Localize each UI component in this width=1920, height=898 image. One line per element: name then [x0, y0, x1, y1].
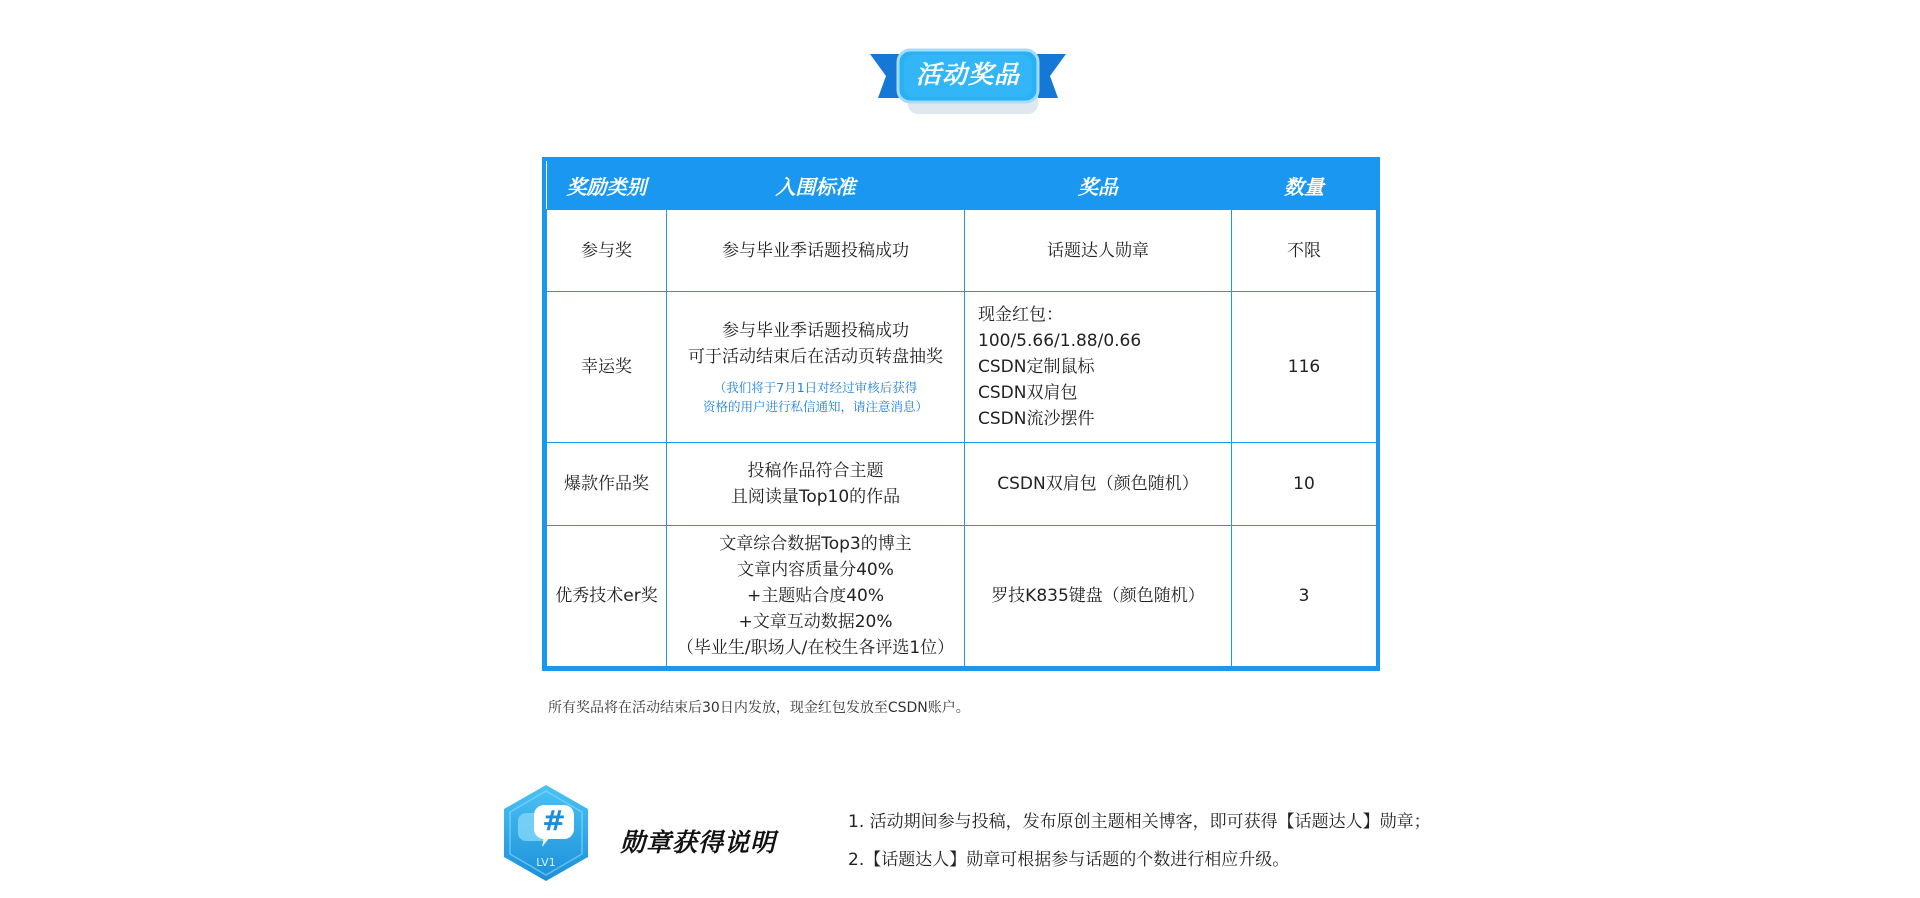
- cell-category: 爆款作品奖: [547, 443, 667, 526]
- criteria-line: 文章内容质量分40%: [737, 560, 894, 580]
- header-criteria: 入围标准: [667, 161, 965, 210]
- cell-category: 参与奖: [547, 210, 667, 292]
- criteria-line: 参与毕业季话题投稿成功: [722, 321, 909, 341]
- table-header-row: [547, 161, 1377, 210]
- table-row: [547, 210, 1377, 292]
- table-row: [547, 292, 1377, 443]
- prize-line: CSDN双肩包（颜色随机）: [997, 474, 1199, 494]
- header-prize: 奖品: [965, 161, 1232, 210]
- section-title: 活动奖品: [915, 60, 1020, 89]
- cell-criteria: [667, 526, 965, 667]
- criteria-note-line: （我们将于7月1日对经过审核后获得: [713, 380, 918, 395]
- criteria-line: 文章综合数据Top3的博主: [719, 534, 912, 554]
- badge-section-title: 勋章获得说明: [620, 828, 777, 857]
- criteria-line: 可于活动结束后在活动页转盘抽奖: [688, 347, 943, 367]
- cell-prize: [965, 443, 1232, 526]
- criteria-line: （毕业生/职场人/在校生各评选1位）: [676, 638, 955, 658]
- criteria-note-line: 资格的用户进行私信通知，请注意消息）: [702, 399, 928, 414]
- hashtag-chat-badge-icon: [500, 783, 592, 883]
- prize-line: 罗技K835键盘（颜色随机）: [991, 586, 1205, 606]
- prize-table: [546, 161, 1377, 667]
- cell-criteria: [667, 210, 965, 292]
- cell-prize: [965, 292, 1232, 443]
- prize-line: 现金红包：: [978, 305, 1063, 325]
- cell-quantity: 3: [1232, 526, 1377, 667]
- badge-rules: [848, 808, 1431, 884]
- table-row: [547, 443, 1377, 526]
- cell-quantity: 不限: [1232, 210, 1377, 292]
- cell-category: 优秀技术er奖: [547, 526, 667, 667]
- cell-criteria: [667, 292, 965, 443]
- cell-criteria: [667, 443, 965, 526]
- header-quantity: 数量: [1232, 161, 1377, 210]
- badge-rule-item: 1. 活动期间参与投稿，发布原创主题相关博客，即可获得【话题达人】勋章；: [848, 812, 1431, 832]
- cell-quantity: 116: [1232, 292, 1377, 443]
- criteria-line: 且阅读量Top10的作品: [730, 487, 901, 507]
- prize-line: 100/5.66/1.88/0.66: [978, 331, 1142, 351]
- prize-line: 话题达人勋章: [1047, 240, 1149, 261]
- table-row: [547, 526, 1377, 667]
- badge-hash-symbol: #: [542, 804, 566, 837]
- prize-line: CSDN流沙摆件: [978, 409, 1095, 429]
- criteria-line: +文章互动数据20%: [738, 612, 893, 632]
- cell-prize: [965, 526, 1232, 667]
- prize-table-container: [542, 157, 1380, 671]
- badge-level: LV1: [536, 856, 556, 869]
- prize-line: CSDN双肩包: [978, 383, 1078, 403]
- section-title-ribbon: [870, 46, 1066, 116]
- prize-list: [978, 302, 1178, 432]
- badge-rule-item: 2.【话题达人】勋章可根据参与话题的个数进行相应升级。: [848, 850, 1290, 870]
- cell-category: 幸运奖: [547, 292, 667, 443]
- criteria-line: 投稿作品符合主题: [747, 461, 884, 481]
- prize-footnote: 所有奖品将在活动结束后30日内发放，现金红包发放至CSDN账户。: [548, 700, 970, 716]
- criteria-line: +主题贴合度40%: [746, 586, 885, 606]
- criteria-note: [671, 378, 960, 416]
- cell-prize: [965, 210, 1232, 292]
- header-category: 奖励类别: [547, 161, 667, 210]
- cell-quantity: 10: [1232, 443, 1377, 526]
- criteria-line: 参与毕业季话题投稿成功: [722, 240, 909, 261]
- prize-line: CSDN定制鼠标: [978, 357, 1095, 377]
